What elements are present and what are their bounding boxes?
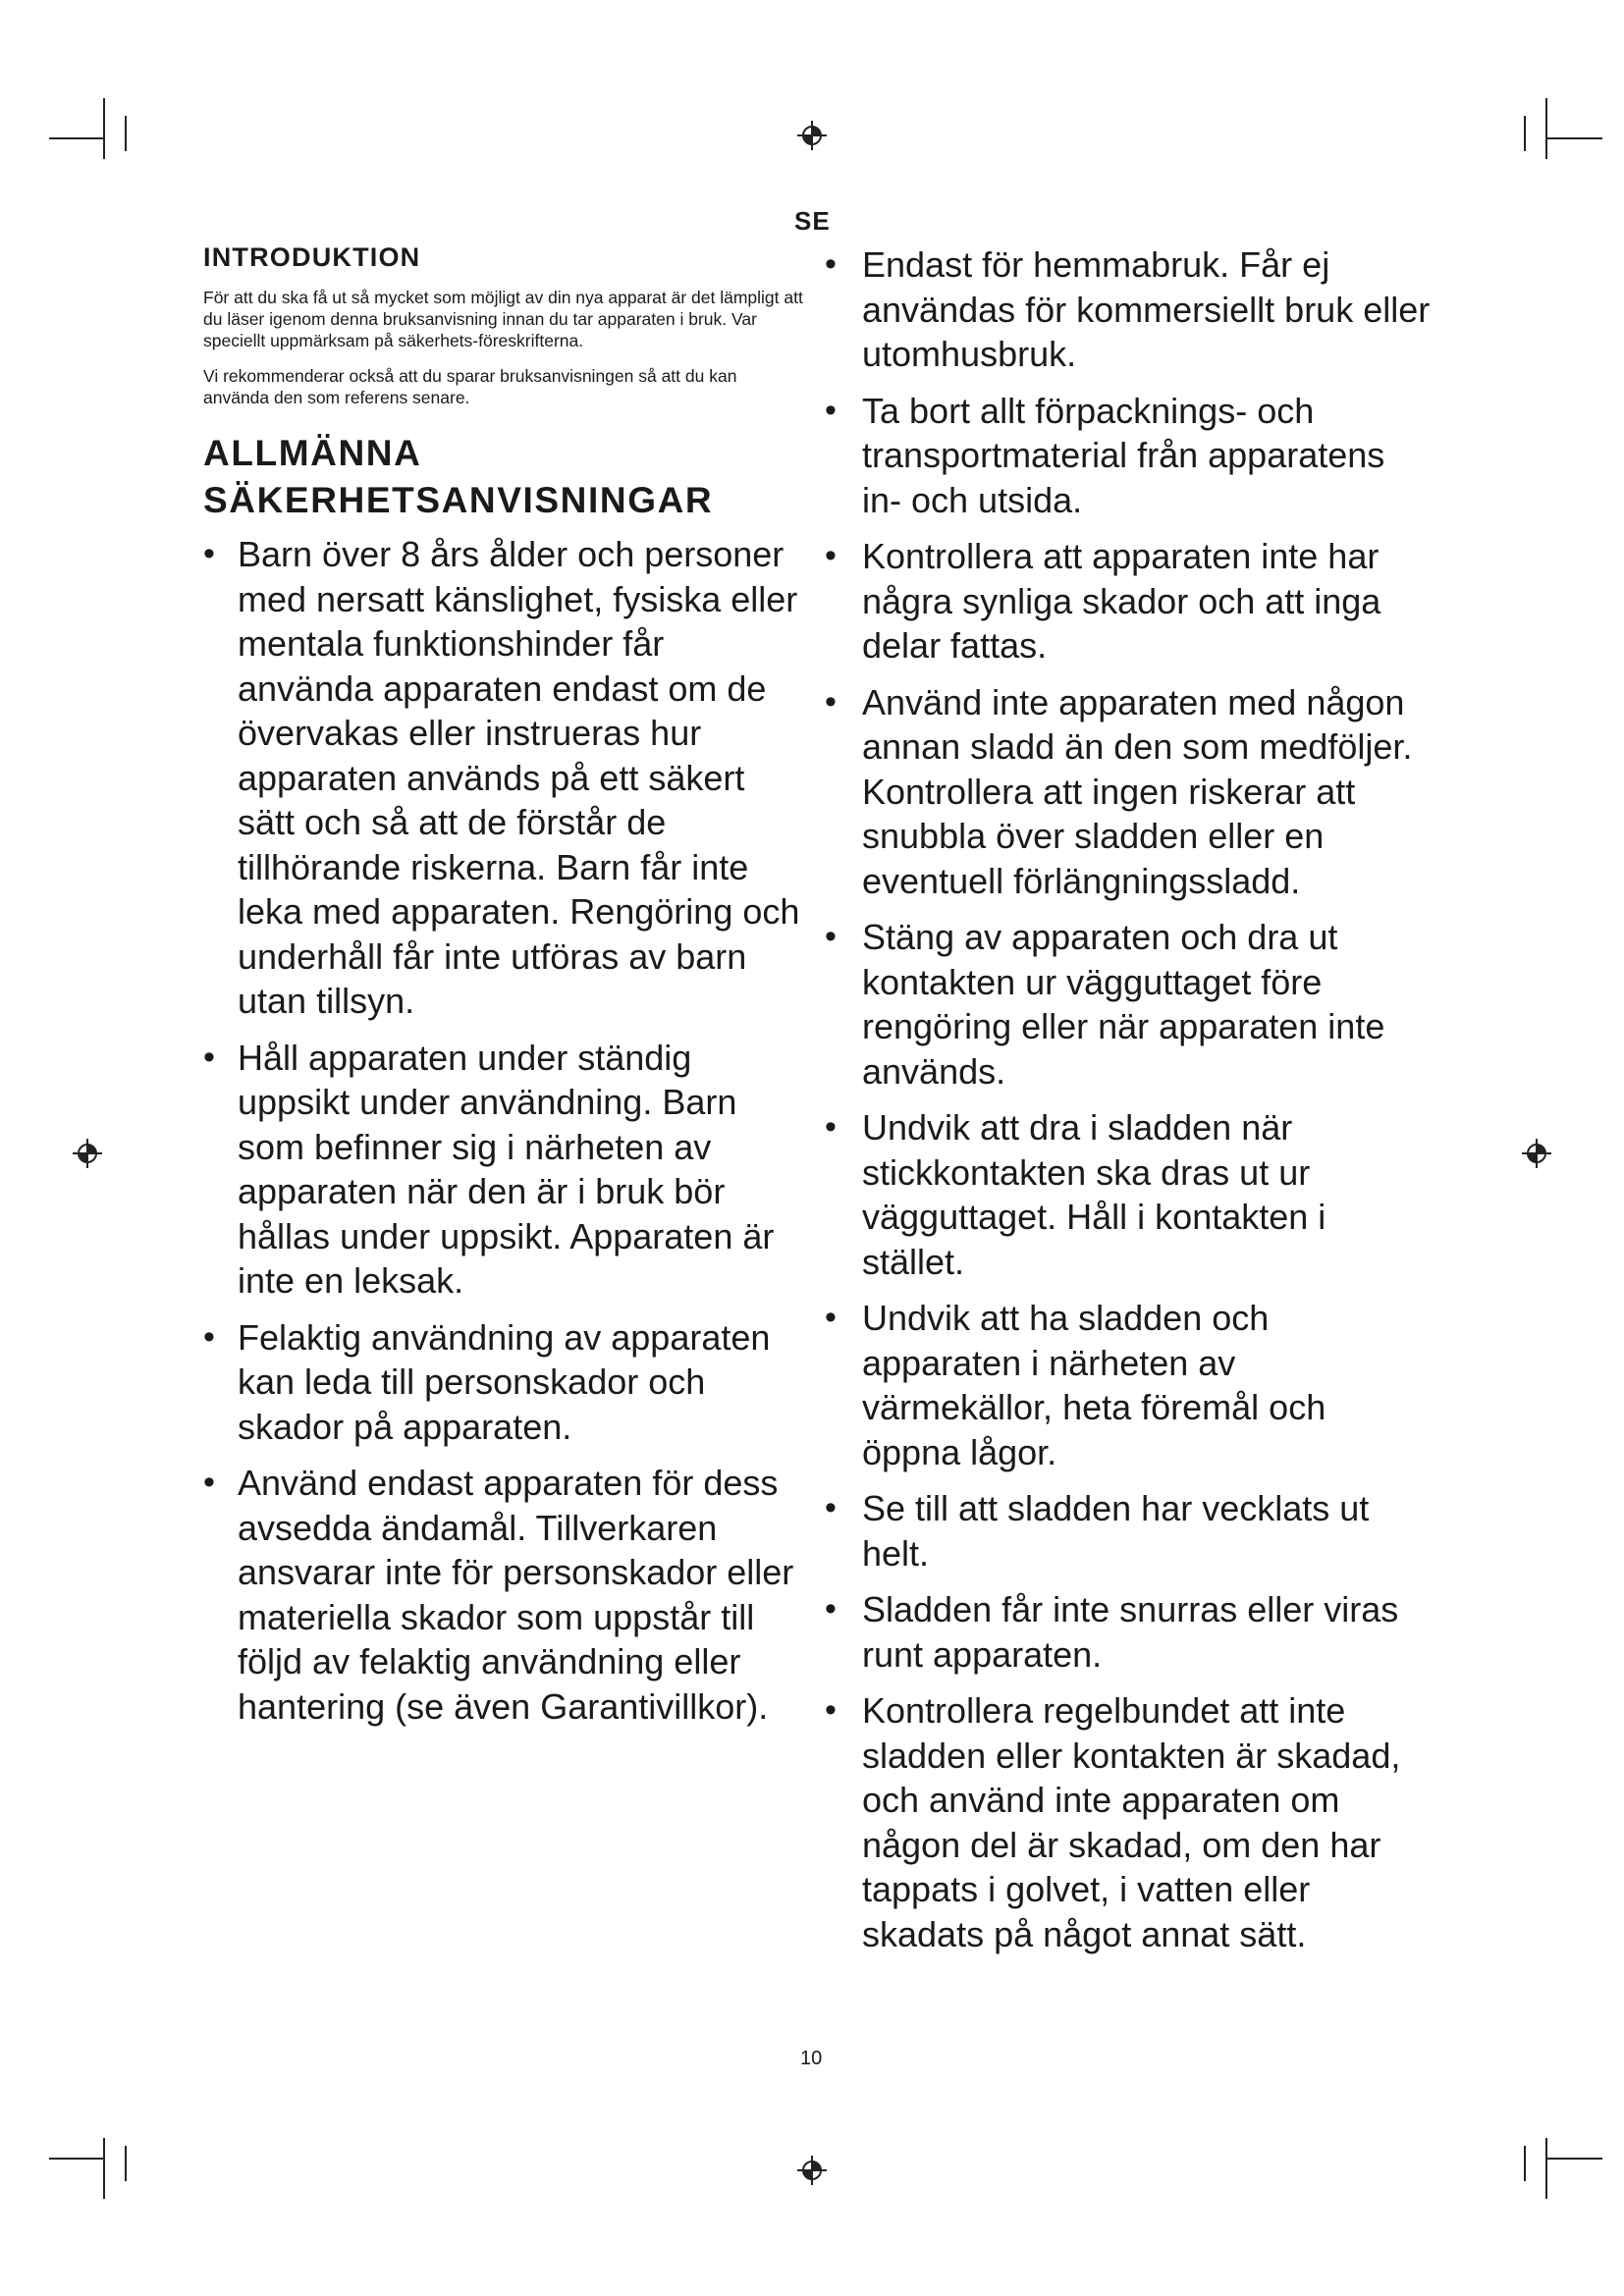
crop-mark (103, 98, 105, 159)
list-item: • Barn över 8 års ålder och personer med nersatt känslighet, fysiska eller mentala funktionshinder får använda apparaten endast om de övervakas eller instrueras hur apparaten används på ett säkert sätt och så att de förstår de tillhörande riskerna. Barn får inte leka med apparaten. Rengöring och underhåll får inte utföras av barn utan tillsyn. (203, 532, 804, 1024)
crop-mark (1547, 137, 1602, 139)
registration-mark-icon (797, 2156, 827, 2185)
safety-heading (203, 430, 804, 524)
crop-mark (125, 2146, 127, 2181)
registration-mark-icon (73, 1139, 102, 1168)
registration-mark-icon (1522, 1139, 1551, 1168)
crop-mark (1524, 2146, 1526, 2181)
list-item: • Använd inte apparaten med någon annan sladd än den som medföljer. Kontrollera att ingen riskerar att snubbla över sladden eller en eventuell förlängningssladd. (825, 680, 1434, 904)
list-item: • Undvik att ha sladden och apparaten i närheten av värmekällor, heta föremål och öppna lågor. (825, 1296, 1434, 1474)
list-item: • Se till att sladden har vecklats ut helt. (825, 1486, 1434, 1575)
list-item: • Stäng av apparaten och dra ut kontakten ur vägguttaget före rengöring eller när apparaten inte används. (825, 915, 1434, 1094)
crop-mark (125, 116, 127, 151)
left-bullet-list (203, 532, 804, 1729)
list-item: • Endast för hemmabruk. Får ej användas för kommersiellt bruk eller utomhusbruk. (825, 242, 1434, 377)
list-item: • Felaktig användning av apparaten kan leda till personskador och skador på apparaten. (203, 1315, 804, 1450)
list-item: • Sladden får inte snurras eller viras runt apparaten. (825, 1587, 1434, 1677)
registration-mark-icon (797, 121, 827, 150)
list-item: • Kontrollera regelbundet att inte sladden eller kontakten är skadad, och använd inte apparaten om någon del är skadad, om den har tappats i golvet, i vatten eller skadats på något annat sätt. (825, 1688, 1434, 1956)
language-code: SE (794, 206, 831, 236)
safety-heading-line: ALLMÄNNA (203, 433, 422, 473)
crop-mark (49, 137, 104, 139)
crop-mark (103, 2138, 105, 2199)
list-item: • Ta bort allt förpacknings- och transportmaterial från apparatens in- och utsida. (825, 389, 1434, 523)
right-column (825, 242, 1434, 1968)
safety-heading-line: SÄKERHETSANVISNINGAR (203, 480, 714, 520)
list-item: • Kontrollera att apparaten inte har några synliga skador och att inga delar fattas. (825, 534, 1434, 668)
crop-mark (1547, 2158, 1602, 2160)
intro-paragraph: För att du ska få ut så mycket som möjligt av din nya apparat är det lämpligt att du läser igenom denna bruksanvisning innan du tar apparaten i bruk. Var speciellt uppmärksam på säkerhets-föreskrifterna. (203, 288, 803, 350)
crop-mark (49, 2158, 104, 2160)
crop-mark (1545, 2138, 1547, 2199)
right-bullet-list (825, 242, 1434, 1956)
list-item: • Använd endast apparaten för dess avsedda ändamål. Tillverkaren ansvarar inte för personskador eller materiella skador som uppstår till följd av felaktig användning eller hantering (se även Garantivillkor). (203, 1461, 804, 1729)
intro-paragraph: Vi rekommenderar också att du sparar bruksanvisningen så att du kan använda den som referens senare. (203, 366, 737, 407)
page-number: 10 (800, 2048, 823, 2069)
crop-mark (1524, 116, 1526, 151)
list-item: • Håll apparaten under ständig uppsikt under användning. Barn som befinner sig i närheten av apparaten när den är i bruk bör hållas under uppsikt. Apparaten är inte en leksak. (203, 1036, 804, 1304)
crop-mark (1545, 98, 1547, 159)
left-column (203, 242, 804, 1740)
list-item: • Undvik att dra i sladden när stickkontakten ska dras ut ur vägguttaget. Håll i kontakten i stället. (825, 1105, 1434, 1284)
intro-heading: INTRODUKTION (203, 242, 421, 272)
